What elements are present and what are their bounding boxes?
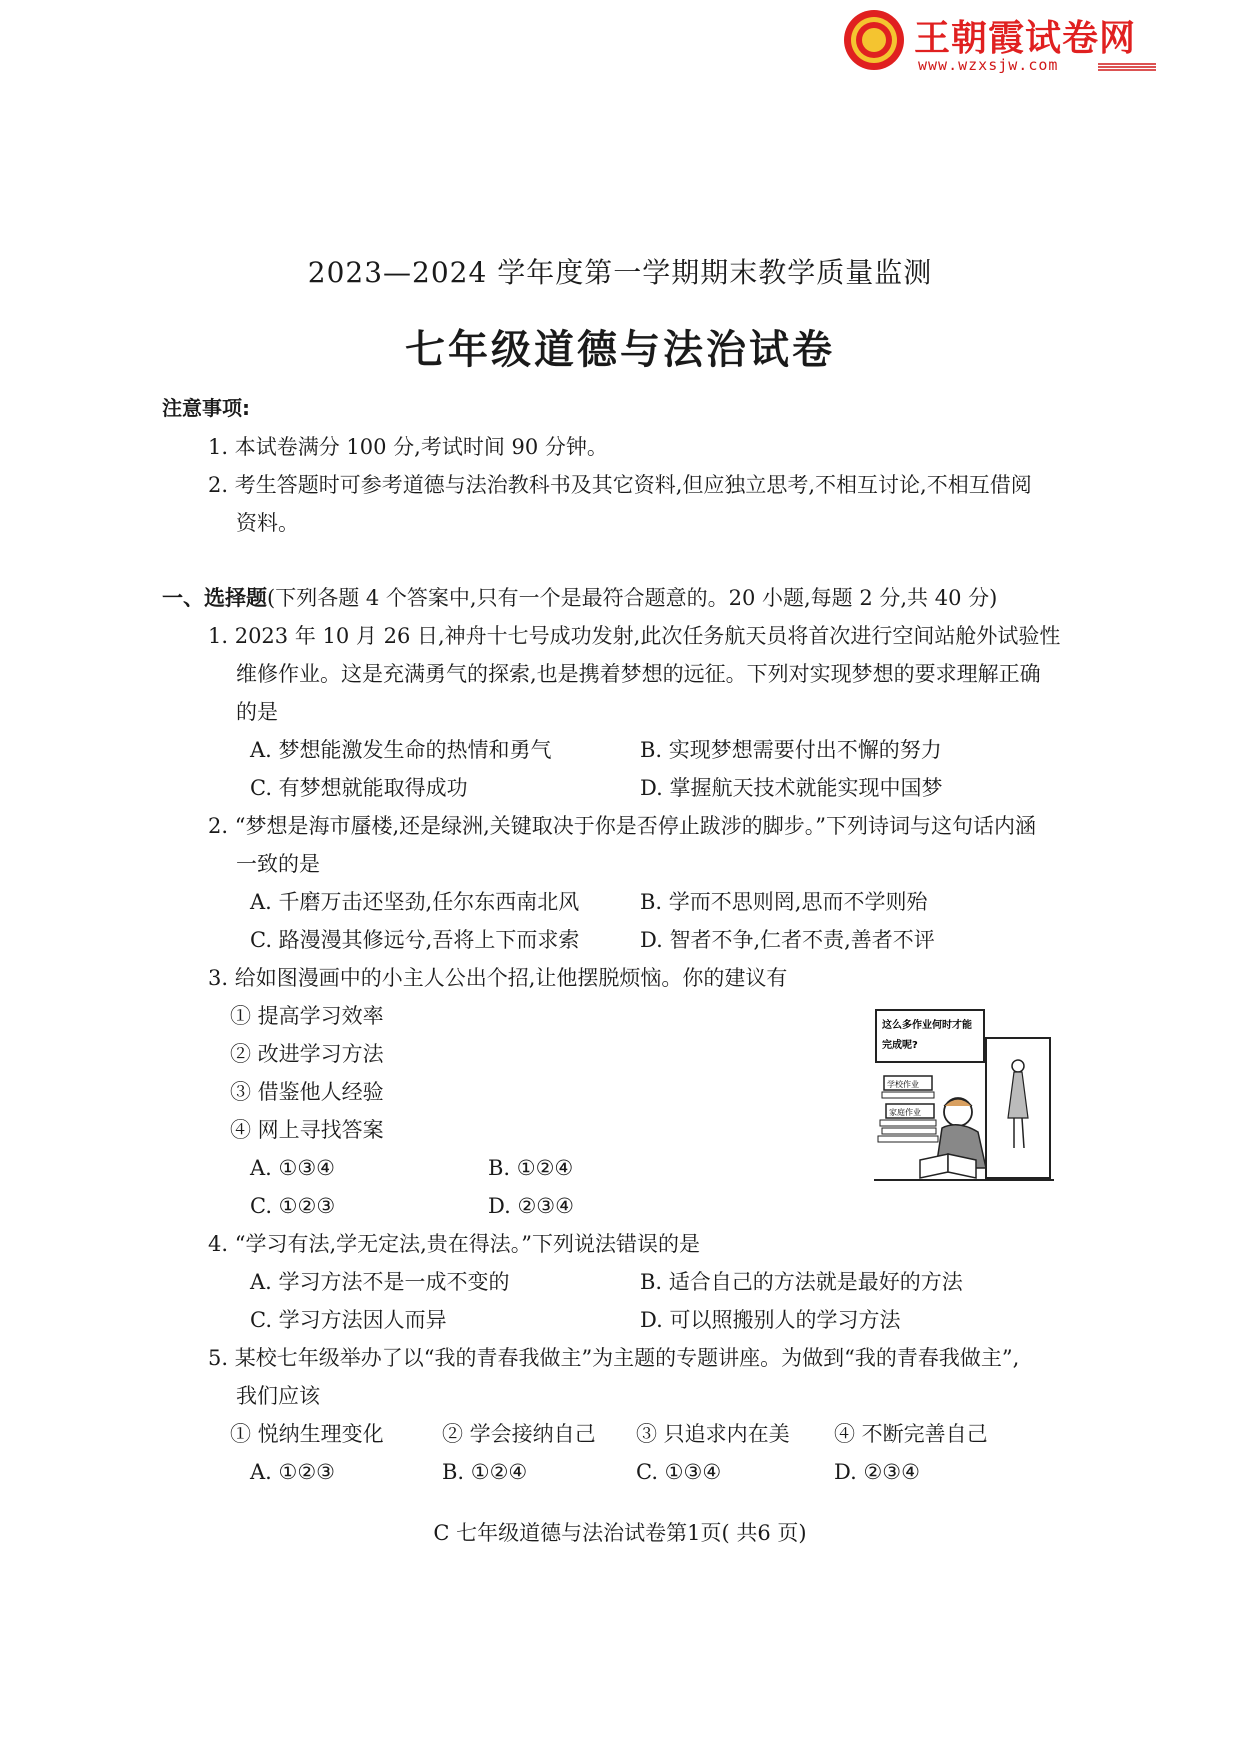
open-book — [920, 1154, 948, 1178]
option-a: A. ①③④ — [250, 1156, 335, 1180]
question-text: 3. 给如图漫画中的小主人公出个招,让他摆脱烦恼。你的建议有 — [208, 966, 788, 990]
statement-item: ③ 借鉴他人经验 — [230, 1080, 384, 1104]
seal-icon — [842, 8, 906, 72]
option-d: D. 掌握航天技术就能实现中国梦 — [640, 776, 943, 800]
option-b: B. ①②④ — [442, 1460, 528, 1484]
site-logo — [842, 8, 1162, 78]
exam-title-line1: 2023—2024 学年度第一学期期末教学质量监测 — [307, 256, 933, 289]
option-d: D. ②③④ — [834, 1460, 920, 1484]
question-text: 1. 2023 年 10 月 26 日,神舟十七号成功发射,此次任务航天员将首次进行空间站舱外试验性 — [208, 624, 1061, 648]
option-a: A. 梦想能激发生命的热情和勇气 — [250, 738, 552, 762]
notice-item: 2. 考生答题时可参考道德与法治教科书及其它资料,但应独立思考,不相互讨论,不相互借阅 — [208, 473, 1032, 497]
paper-label: 家庭作业 — [889, 1108, 921, 1117]
statement-item: ④ 网上寻找答案 — [230, 1118, 384, 1142]
option-b: B. 适合自己的方法就是最好的方法 — [640, 1270, 963, 1294]
bubble-text: 这么多作业何时才能 — [882, 1020, 972, 1031]
question-text: 一致的是 — [236, 852, 320, 876]
option-d: D. 智者不争,仁者不责,善者不评 — [640, 928, 935, 952]
bubble-text: 完成呢? — [882, 1040, 918, 1051]
question-text: 维修作业。这是充满勇气的探索,也是携着梦想的远征。下列对实现梦想的要求理解正确 — [236, 662, 1041, 686]
option-c: C. 学习方法因人而异 — [250, 1308, 447, 1332]
page-footer: C 七年级道德与法治试卷第1页( 共6 页) — [433, 1521, 807, 1545]
statement-item: ④ 不断完善自己 — [834, 1422, 988, 1446]
statement-item: ① 悦纳生理变化 — [230, 1422, 384, 1446]
logo-underline-decoration — [1098, 62, 1156, 72]
question-text: 我们应该 — [236, 1384, 320, 1408]
notice-item-continued: 资料。 — [236, 511, 299, 535]
option-d: D. ②③④ — [488, 1194, 574, 1218]
statement-item: ① 提高学习效率 — [230, 1004, 384, 1028]
mother-figure — [1012, 1060, 1024, 1072]
question-text: 5. 某校七年级举办了以“我的青春我做主”为主题的专题讲座。为做到“我的青春我做主”, — [208, 1346, 1020, 1370]
option-c: C. 路漫漫其修远兮,吾将上下而求索 — [250, 928, 580, 952]
section-title: 一、选择题 — [162, 586, 267, 610]
option-b: B. 学而不思则罔,思而不学则殆 — [640, 890, 928, 914]
option-a: A. 千磨万击还坚劲,任尔东西南北风 — [250, 890, 580, 914]
statement-item: ② 学会接纳自己 — [442, 1422, 596, 1446]
paper-label: 学校作业 — [887, 1080, 919, 1089]
option-a: A. 学习方法不是一成不变的 — [250, 1270, 510, 1294]
section-heading — [162, 586, 997, 611]
statement-item: ② 改进学习方法 — [230, 1042, 384, 1066]
notice-heading: 注意事项: — [162, 396, 250, 420]
option-a: A. ①②③ — [250, 1460, 335, 1484]
comic-illustration — [874, 1008, 1054, 1182]
exam-title-line2: 七年级道德与法治试卷 — [405, 326, 835, 373]
section-note: (下列各题 4 个答案中,只有一个是最符合题意的。20 小题,每题 2 分,共 40 分) — [267, 586, 998, 610]
notice-item: 1. 本试卷满分 100 分,考试时间 90 分钟。 — [208, 435, 608, 459]
question-text: 4. “学习有法,学无定法,贵在得法。”下列说法错误的是 — [208, 1232, 701, 1256]
option-c: C. ①②③ — [250, 1194, 336, 1218]
question-text: 2. “梦想是海市蜃楼,还是绿洲,关键取决于你是否停止跋涉的脚步。”下列诗词与这句话内涵 — [208, 814, 1037, 838]
question-text: 的是 — [236, 700, 278, 724]
logo-url: www.wzxsjw.com — [918, 56, 1059, 74]
option-d: D. 可以照搬别人的学习方法 — [640, 1308, 901, 1332]
option-b: B. 实现梦想需要付出不懈的努力 — [640, 738, 942, 762]
option-c: C. ①③④ — [636, 1460, 722, 1484]
statement-item: ③ 只追求内在美 — [636, 1422, 790, 1446]
logo-title: 王朝霞试卷网 — [914, 18, 1137, 59]
option-c: C. 有梦想就能取得成功 — [250, 776, 468, 800]
option-b: B. ①②④ — [488, 1156, 574, 1180]
speech-bubble — [876, 1010, 984, 1062]
